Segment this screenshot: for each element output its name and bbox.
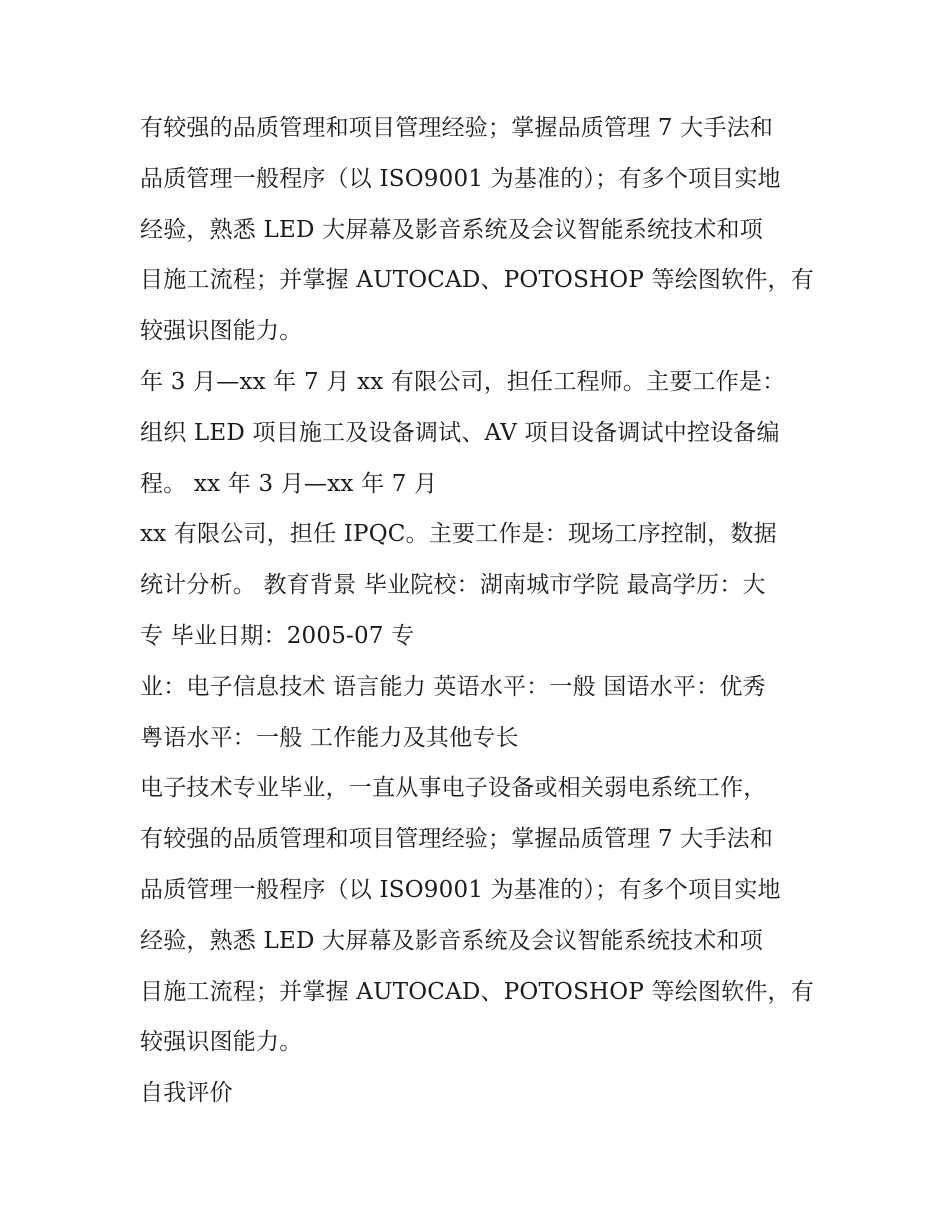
text-line: 业：电子信息技术 语言能力 英语水平：一般 国语水平：优秀 [140, 673, 766, 700]
text-line: 较强识图能力。 [140, 318, 303, 345]
text-line: xx 有限公司，担任 IPQC。主要工作是：现场工序控制，数据 [140, 521, 777, 548]
text-line: 目施工流程；并掌握 AUTOCAD、POTOSHOP 等绘图软件，有 [140, 978, 814, 1005]
document-body [140, 103, 820, 1119]
text-line: 较强识图能力。 [140, 1029, 303, 1056]
section-heading: 自我评价 [140, 1080, 233, 1107]
text-line: 组织 LED 项目施工及设备调试、AV 项目设备调试中控设备编 [140, 419, 780, 446]
text-line: 粤语水平：一般 工作能力及其他专长 [140, 724, 519, 751]
text-line: 经验，熟悉 LED 大屏幕及影音系统及会议智能系统技术和项 [140, 216, 763, 243]
text-line: 程。 xx 年 3 月—xx 年 7 月 [140, 470, 438, 497]
text-line: 统计分析。 教育背景 毕业院校：湖南城市学院 最高学历：大 [140, 572, 766, 599]
text-line: 专 毕业日期：2005-07 专 [140, 622, 415, 649]
text-line: 电子技术专业毕业，一直从事电子设备或相关弱电系统工作， [140, 775, 767, 802]
text-line: 目施工流程；并掌握 AUTOCAD、POTOSHOP 等绘图软件，有 [140, 267, 814, 294]
text-line: 有较强的品质管理和项目管理经验；掌握品质管理 7 大手法和 [140, 115, 774, 141]
text-line: 经验，熟悉 LED 大屏幕及影音系统及会议智能系统技术和项 [140, 927, 763, 954]
text-line: 有较强的品质管理和项目管理经验；掌握品质管理 7 大手法和 [140, 826, 774, 853]
text-line: 年 3 月—xx 年 7 月 xx 有限公司，担任工程师。主要工作是： [140, 368, 786, 395]
text-line: 品质管理一般程序（以 ISO9001 为基准的）；有多个项目实地 [140, 876, 781, 903]
text-line: 品质管理一般程序（以 ISO9001 为基准的）；有多个项目实地 [140, 165, 781, 192]
